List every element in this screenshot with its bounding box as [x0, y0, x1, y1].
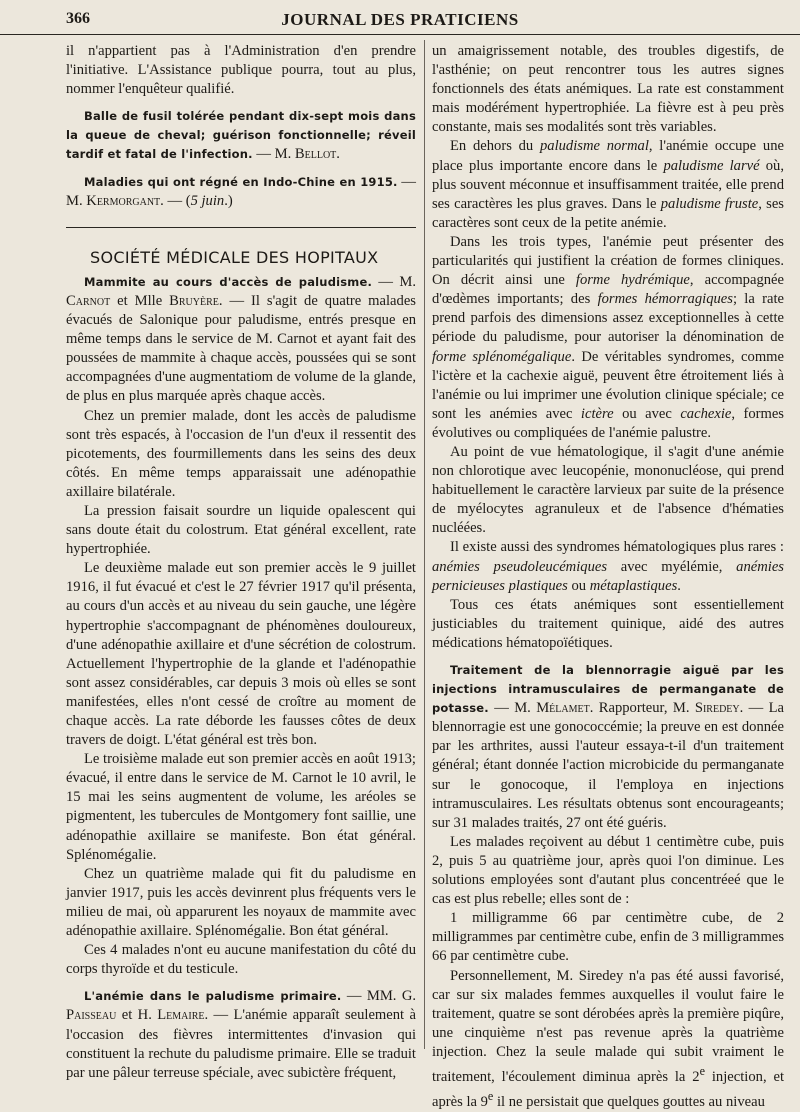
article-indochine-date: 5 juin [190, 192, 225, 209]
article-mammite-author-2: Bruyère [169, 292, 219, 309]
section-title: SOCIÉTÉ MÉDICALE DES HOPITAUX [90, 247, 379, 267]
article-mammite: Mammite au cours d'accès de paludisme. — M. Carnot et Mlle Bruyère. — Il s'agit de quatre malades évacués de Salonique pour paludisme, entrés presque en même temps dans le service de M. Carnot et ayant fait des poussées de mammite à chaque accès, poussées qui se sont accompagnées d'une augmentatiom de volume de la glande, de plus en plus marquée après chaque accès. [66, 273, 416, 405]
article-balle-author: Bellot [294, 146, 337, 163]
paragraph: Ces 4 malades n'ont eu aucune manifestation du côté du corps thyroïde et du testicule. [66, 942, 416, 978]
article-blennorragie-author-2: Siredey [694, 700, 740, 717]
paragraph: Personnellement, M. Siredey n'a pas été aussi favorisé, car sur six malades femmes auxquelles il voulut faire le traitement, quatre se sont dérobées après la première piqûre, une cinquième n'est pas revenue après la quatrième injection. Chez la seule malade qui subit vraiment le traitement, l'écoulement diminua après la 2e injection, et après la 9e il ne persistait que quelques gouttes au niveau [432, 967, 784, 1110]
article-blennorragie: Traitement de la blennorragie aiguë par les injections intramusculaires de permanganate de potasse. — M. Mélamet. Rapporteur, M. Siredey. — La blennorragie est une gonococcémie; la preuve en est donnée par les arthrites, aussi l'auteur essaya-t-il d'un traitement général; étant donnée l'action microbicide du permanganate sur le gonocoque, il l'employa en injections intramusculaires. Les résultats obtenus sont encourageants; sur 31 malades traités, 27 ont été guéris. [432, 663, 785, 831]
paragraph: 1 milligramme 66 par centimètre cube, de 2 milligrammes par centimètre cube, enfin de 3 milligrammes 66 par centimètre cube. [432, 910, 784, 965]
left-column [66, 42, 417, 1081]
section-rule [66, 227, 416, 228]
paragraph: Chez un premier malade, dont les accès de paludisme sont très espacés, à l'occasion de l'un d'eux il ressentit des picotements, des fourmillements dans les seins des deux côtés. En même temps apparaissait une adénopathie axillaire bilatérale. [66, 407, 416, 500]
paragraph: Tous ces états anémiques sont essentiellement justiciables du traitement quinique, aidé des autres médications hématopoïétiques. [432, 596, 784, 651]
article-balle-heading: Balle de fusil tolérée pendant dix-sept mois dans la queue de cheval; guérison fonctionnelle; réveil tardif et fatal de l'infection. [66, 109, 416, 162]
column-divider [424, 40, 425, 1049]
paragraph: un amaigrissement notable, des troubles digestifs, de l'asthénie; on peut rencontrer tous les autres signes fonctionnels des états anémiques. La rate est constamment mais modérément hypertrophiée. La fièvre est à peu près constante, mais ses modalités sont très variables. [432, 43, 784, 136]
paragraph: Les malades reçoivent au début 1 centimètre cube, puis 2, puis 5 au quatrième jour, après quoi l'on diminue. Les solutions employées sont d'autant plus concentréeé que le cas est plus rebelle; elles sont de : [432, 833, 784, 908]
page-header [0, 8, 800, 35]
paragraph: Le troisième malade eut son premier accès en août 1913; évacué, il entre dans le service de M. Carnot le 10 avril, le 15 mai les seins augmentent de volume, les aréoles se pigmentent, les tubercules de Montgomery font saillie, une adénopathie axillaire se manifeste. Bon état général. Splénomégalie. [66, 751, 416, 863]
article-anemie-author-2: H. Lemaire [137, 1007, 205, 1024]
article-indochine-heading: Maladies qui ont régné en Indo-Chine en 1915. [84, 174, 398, 189]
right-column [432, 42, 785, 1110]
paragraph: Au point de vue hématologique, il s'agit d'une anémie non chlorotique avec leucopénie, mononucléose, qui prend habituellement le caractère larvieux par suite de la présence de myélocytes agranuleux et de l'absence d'hématies nucléées. [432, 443, 784, 537]
article-anemie: L'anémie dans le paludisme primaire. — MM. G. Paisseau et H. Lemaire. — L'anémie apparaît seulement à l'occasion des fièvres intermittentes d'invasion qui constituent la rechute du paludisme primaire. Elle se traduit par une pâleur terreuse spéciale, avec subictère fréquent, [66, 988, 417, 1081]
article-indochine: Maladies qui ont régné en Indo-Chine en 1915. — M. Kermorgant. — (5 juin.) [66, 173, 416, 209]
paragraph: Chez un quatrième malade qui fit du paludisme en janvier 1917, puis les accès devinrent plus fréquents vers le milieu de mai, où apparurent les noyaux de mammite avec adénopathie axillaire. Splénomégalie. Bon état général. [66, 865, 416, 940]
article-anemie-heading: L'anémie dans le paludisme primaire. [84, 989, 342, 1004]
paragraph: Il existe aussi des syndromes hématologiques plus rares : anémies pseudoleucémiques avec myélémie, anémies pernicieuses plastiques ou métaplastiques. [432, 539, 784, 594]
journal-title: JOURNAL DES PRATICIENS [281, 10, 519, 29]
article-anemie-author-1: G. Paisseau [66, 988, 417, 1024]
paragraph: Le deuxième malade eut son premier accès le 9 juillet 1916, il fut évacué et c'est le 27 février 1917 qu'il présenta, au cours d'un accès et au niveau du sein gauche, une légère hypertrophie s'accompagnant de phénomènes douloureux, d'une adénopathie axillaire et d'une sécrétion de colostrum. Actuellement l'hypertrophie de la glande et l'adénopathie sont assez considérables, car depuis 3 mois où elles se sont manifestées, elles n'ont cessé de croître au moment de chaque accès. La rate déborde les fausses côtes de deux travers de doigt. L'état général est très bon. [66, 560, 416, 749]
paragraph: En dehors du paludisme normal, l'anémie occupe une place plus importante encore dans le paludisme larvé où, plus souvent méconnue et insuffisamment traitée, elle prend ses caractères les plus graves. Dans le paludisme fruste, ses caractères sont ceux de la petite anémie. [432, 138, 784, 231]
paragraph: La pression faisait sourdre un liquide opalescent qui sans doute était du colostrum. Etat général excellent, rate hypertrophiée. [66, 502, 416, 558]
article-indochine-author: Kermorgant [86, 192, 161, 209]
paragraph: Dans les trois types, l'anémie peut présenter des particularités qui justifient la création de formes cliniques. On décrit ainsi une forme hydrémique, accompagnée d'œdèmes importants; des formes hémorragiques; la rate prend parfois des dimensions assez exceptionnelles à cette période du paludisme, pour autoriser la dénomination de forme splénomégalique. De véritables syndromes, comme l'ictère et la cachexie aiguë, peuvent être étroitement liés à l'anémie ou lui imprimer une évolution clinique spéciale; ce sont les anémies avec ictère ou avec cachexie, formes évolutives ou compliquées de l'anémie palustre. [432, 233, 785, 441]
article-mammite-heading: Mammite au cours d'accès de paludisme. [84, 274, 373, 289]
article-blennorragie-heading: Traitement de la blennorragie aiguë par les injections intramusculaires de permanganate de potasse. [432, 663, 784, 716]
article-balle: Balle de fusil tolérée pendant dix-sept mois dans la queue de cheval; guérison fonctionnelle; réveil tardif et fatal de l'infection. — M. Bellot. [66, 109, 416, 163]
intro-paragraph: il n'appartient pas à l'Administration d'en prendre l'initiative. L'Assistance publique pourra, tout au plus, nommer l'enquêteur qualifié. [66, 43, 416, 98]
article-mammite-author-1: Carnot [66, 292, 111, 309]
page-number: 366 [66, 10, 90, 27]
article-blennorragie-author-1: Mélamet [536, 700, 590, 717]
